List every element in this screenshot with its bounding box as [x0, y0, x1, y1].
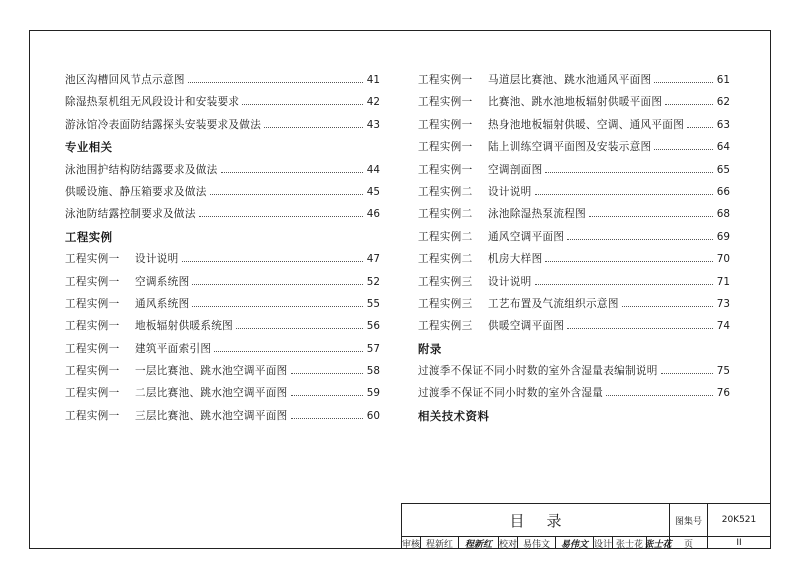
page-label: 页: [670, 537, 708, 549]
toc-entry[interactable]: [418, 229, 730, 251]
toc-entry-page: 52: [366, 275, 380, 288]
toc-entry-project: 工程实例三: [418, 275, 473, 288]
toc-section-heading: 附录: [418, 341, 442, 356]
toc-entry-page: 70: [716, 253, 730, 266]
toc-entry[interactable]: [418, 251, 730, 273]
toc-entry[interactable]: [418, 94, 730, 116]
toc-entry-project: 工程实例三: [418, 320, 473, 333]
toc-leader-dots: [606, 395, 713, 396]
toc-entry-page: 75: [716, 365, 730, 378]
toc-entry-title: 泳池围护结构防结露要求及做法: [65, 163, 218, 176]
title-block: [401, 503, 771, 549]
toc-entry-title: 过渡季不保证不同小时数的室外含湿量: [418, 387, 604, 400]
toc-entry[interactable]: [65, 94, 380, 116]
toc-entry-project: 工程实例一: [65, 409, 120, 422]
toc-entry-title: 设计说明: [135, 253, 179, 266]
toc-entry-project: 工程实例一: [65, 275, 120, 288]
toc-entry-project: 工程实例一: [418, 96, 473, 109]
toc-entry-project: 工程实例一: [418, 74, 473, 86]
toc-entry-project: 工程实例一: [65, 342, 120, 355]
toc-entry-project: 工程实例一: [65, 365, 120, 378]
toc-entry[interactable]: [65, 206, 380, 228]
toc-entry[interactable]: [418, 296, 730, 318]
toc-entry-page: 46: [366, 208, 380, 221]
toc-entry-project: 工程实例一: [65, 253, 120, 266]
toc-left-column: [65, 72, 380, 430]
toc-leader-dots: [192, 284, 363, 285]
toc-entry[interactable]: [65, 251, 380, 273]
toc-right-column: [418, 72, 730, 430]
toc-entry-project: 工程实例一: [418, 118, 473, 131]
toc-entry-title: 供暖设施、静压箱要求及做法: [65, 185, 207, 198]
toc-entry-page: 47: [366, 253, 380, 266]
toc-entry-page: 44: [366, 163, 380, 176]
toc-entry-project: 工程实例一: [65, 387, 120, 400]
toc-entry[interactable]: [418, 206, 730, 228]
toc-entry-title: 池区沟槽回风节点示意图: [65, 74, 185, 86]
toc-leader-dots: [665, 104, 713, 105]
toc-entry-title: 比赛池、跳水池地板辐射供暖平面图: [488, 96, 663, 109]
reviewer-name: 程新红: [421, 537, 459, 549]
toc-entry[interactable]: [65, 184, 380, 206]
toc-leader-dots: [221, 172, 363, 173]
toc-entry[interactable]: [418, 318, 730, 340]
toc-leader-dots: [242, 104, 363, 105]
toc-entry[interactable]: [65, 385, 380, 407]
toc-entry[interactable]: [65, 408, 380, 430]
toc-entry-page: 55: [366, 297, 380, 310]
toc-entry-page: 64: [716, 141, 730, 154]
toc-entry-title: 工艺布置及气流组织示意图: [488, 297, 619, 310]
toc-leader-dots: [210, 194, 363, 195]
toc-entry-title: 空调剖面图: [488, 163, 543, 176]
toc-entry-title: 马道层比赛池、跳水池通风平面图: [488, 74, 652, 86]
toc-entry-page: 42: [366, 96, 380, 109]
toc-entry-project: 工程实例三: [418, 297, 473, 310]
toc-entry[interactable]: [418, 274, 730, 296]
toc-entry-page: 68: [716, 208, 730, 221]
toc-entry-title: 地板辐射供暖系统图: [135, 320, 234, 333]
toc-entry-title: 三层比赛池、跳水池空调平面图: [135, 409, 288, 422]
toc-leader-dots: [589, 216, 713, 217]
toc-leader-dots: [291, 395, 363, 396]
design-label: 设计: [594, 537, 613, 549]
toc-entry-title: 空调系统图: [135, 275, 190, 288]
toc-entry-title: 泳池防结露控制要求及做法: [65, 208, 196, 221]
toc-leader-dots: [567, 239, 713, 240]
toc-leader-dots: [188, 82, 363, 83]
toc-entry-page: 65: [716, 163, 730, 176]
toc-entry[interactable]: [65, 162, 380, 184]
toc-entry-page: 45: [366, 185, 380, 198]
toc-entry-page: 61: [716, 74, 730, 86]
toc-entry[interactable]: [65, 341, 380, 363]
toc-entry-page: 71: [716, 275, 730, 288]
toc-entry-page: 63: [716, 118, 730, 131]
toc-entry-page: 66: [716, 185, 730, 198]
atlas-number: 20K521: [708, 504, 770, 537]
page-number: II: [736, 538, 742, 548]
toc-section-heading: 工程实例: [65, 229, 113, 244]
designer-name: 张士花: [613, 537, 647, 549]
toc-leader-dots: [264, 127, 363, 128]
toc-entry-project: 工程实例二: [418, 208, 473, 221]
toc-entry-page: 59: [366, 387, 380, 400]
toc-leader-dots: [622, 306, 713, 307]
toc-section-heading: 相关技术资料: [418, 408, 490, 423]
checker-signature: 易伟文: [556, 537, 594, 549]
toc-entry-title: 供暖空调平面图: [488, 320, 565, 333]
review-label: 审核: [402, 537, 421, 549]
toc-entry-title: 建筑平面索引图: [135, 342, 212, 355]
toc-entry-page: 60: [366, 409, 380, 422]
toc-entry-project: 工程实例一: [418, 141, 473, 154]
toc-entry-page: 56: [366, 320, 380, 333]
title-block-title: 目录: [402, 504, 670, 537]
toc-leader-dots: [214, 351, 363, 352]
toc-entry[interactable]: [65, 296, 380, 318]
toc-leader-dots: [661, 373, 713, 374]
toc-entry[interactable]: [65, 274, 380, 296]
toc-entry-title: 机房大样图: [488, 253, 543, 266]
toc-entry-project: 工程实例一: [418, 163, 473, 176]
toc-entry[interactable]: [418, 72, 730, 94]
toc-leader-dots: [535, 194, 713, 195]
toc-entry-project: 工程实例二: [418, 253, 473, 266]
toc-entry-title: 设计说明: [488, 275, 532, 288]
toc-entry[interactable]: [65, 318, 380, 340]
toc-entry-project: 工程实例一: [65, 297, 120, 310]
toc-entry-project: 工程实例二: [418, 185, 473, 198]
atlas-label: 图集号: [670, 504, 708, 537]
toc-leader-dots: [654, 149, 713, 150]
toc-entry[interactable]: [418, 117, 730, 139]
toc-entry-title: 一层比赛池、跳水池空调平面图: [135, 365, 288, 378]
toc-entry-page: 43: [366, 118, 380, 131]
toc-entry-title: 热身池地板辐射供暖、空调、通风平面图: [488, 118, 685, 131]
toc-entry[interactable]: [418, 139, 730, 161]
toc-entry-title: 设计说明: [488, 185, 532, 198]
toc-leader-dots: [535, 284, 713, 285]
toc-entry[interactable]: [418, 162, 730, 184]
toc-entry-page: 76: [716, 387, 730, 400]
toc-leader-dots: [192, 306, 363, 307]
toc-leader-dots: [291, 373, 363, 374]
toc-leader-dots: [182, 261, 363, 262]
toc-entry-title: 二层比赛池、跳水池空调平面图: [135, 387, 288, 400]
toc-entry-page: 69: [716, 230, 730, 243]
toc-entry-page: 74: [716, 320, 730, 333]
toc-leader-dots: [654, 82, 713, 83]
toc-entry[interactable]: [418, 184, 730, 206]
toc-entry[interactable]: [418, 363, 730, 385]
checker-name: 易伟文: [518, 537, 556, 549]
toc-entry-title: 过渡季不保证不同小时数的室外含湿量表编制说明: [418, 365, 658, 378]
toc-leader-dots: [291, 418, 363, 419]
toc-section-heading: 专业相关: [65, 140, 113, 155]
toc-leader-dots: [687, 127, 713, 128]
toc-entry-title: 游泳馆冷表面防结露探头安装要求及做法: [65, 118, 262, 131]
toc-entry[interactable]: [65, 72, 380, 94]
toc-entry-title: 陆上训练空调平面图及安装示意图: [488, 141, 652, 154]
toc-entry-title: 通风系统图: [135, 297, 190, 310]
toc-entry-title: 除湿热泵机组无风段设计和安装要求: [65, 96, 240, 109]
toc-leader-dots: [567, 328, 713, 329]
toc-entry-page: 57: [366, 342, 380, 355]
toc-entry-page: 58: [366, 365, 380, 378]
reviewer-signature: 程新红: [459, 537, 499, 549]
toc-entry-project: 工程实例一: [65, 320, 120, 333]
toc-leader-dots: [545, 172, 713, 173]
designer-signature: 张士花: [647, 537, 670, 549]
toc-entry-page: 62: [716, 96, 730, 109]
toc-entry[interactable]: [418, 385, 730, 407]
toc-entry-project: 工程实例二: [418, 230, 473, 243]
toc-leader-dots: [199, 216, 363, 217]
toc-entry-title: 通风空调平面图: [488, 230, 565, 243]
toc-entry[interactable]: [65, 363, 380, 385]
toc-leader-dots: [545, 261, 713, 262]
toc-leader-dots: [236, 328, 363, 329]
check-label: 校对: [499, 537, 518, 549]
toc-entry-page: 41: [366, 74, 380, 86]
toc-entry-page: 73: [716, 297, 730, 310]
toc-entry-title: 泳池除湿热泵流程图: [488, 208, 587, 221]
toc-entry[interactable]: [65, 117, 380, 139]
